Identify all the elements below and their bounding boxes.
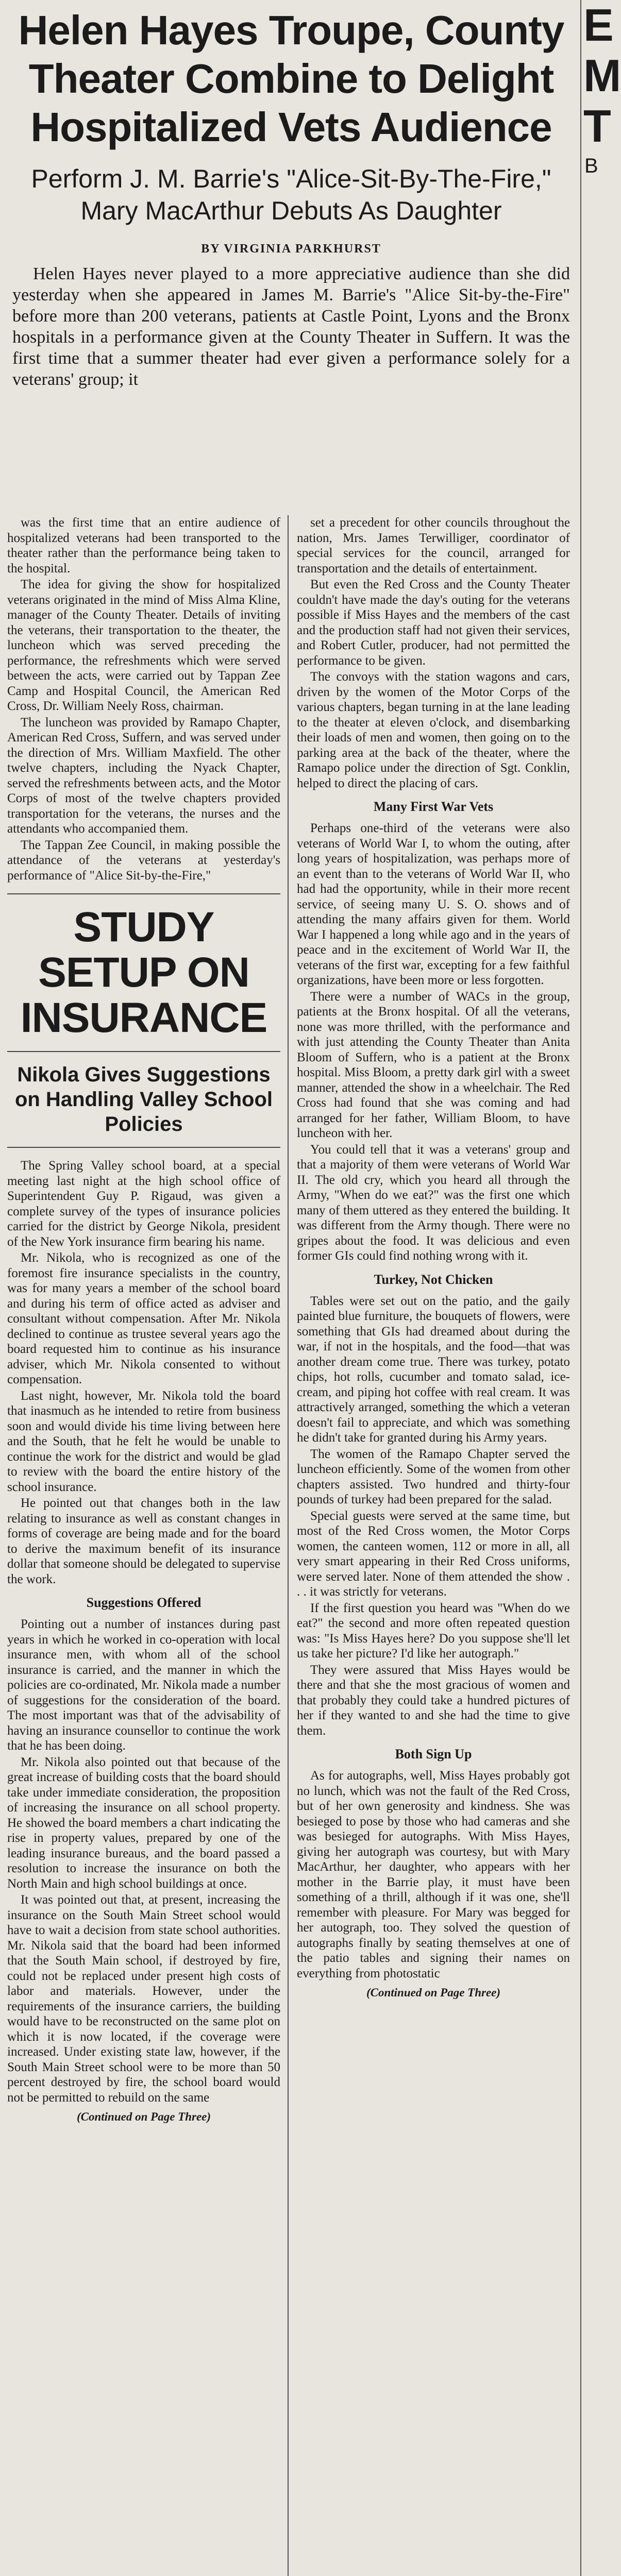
strip-letter: T: [583, 100, 611, 151]
adjacent-column-strip: [580, 0, 621, 2576]
lead-paragraph: Helen Hayes never played to a more appreciative audience than she did yesterday when she appeared in James M. Barrie's "Alice Sit-by-the-Fire" before more than 200 veterans, patients at Castle Point, Lyons and the Bronx hospitals in a performance given at the County Theater in Suffern. It was the first time that a summer theater had ever given a performance solely for a veterans' group; it: [12, 264, 570, 389]
strip-letter: M: [583, 50, 621, 101]
subhead-first-war-vets: Many First War Vets: [373, 799, 494, 814]
story-paragraph: The women of the Ramapo Chapter served the luncheon efficiently. Some of the women from other chapters assisted. Two hundred and thirty-four pounds of turkey had been prepared for the salad.: [297, 1447, 570, 1506]
story-paragraph: set a precedent for other councils throughout the nation, Mrs. James Terwilliger, coordinator of special services for the council, arranged for transportation and the details of entertainment.: [297, 516, 570, 575]
insurance-paragraph: He pointed out that changes both in the law relating to insurance as well as constant changes in forms of coverage are being made and for the board to derive the maximum benefit of its insurance dollar that someone should be delegated to supervise the work.: [7, 1496, 280, 1586]
insurance-paragraph: Pointing out a number of instances during past years in which he worked in co-operation with local insurance men, with whom all of the school insurance is carried, and the manner in which the policies are co-ordinated, Mr. Nikola made a number of suggestions for the consideration of the board. The most important was that of the advisability of having an insurance counsellor to continue the work that he has been doing.: [7, 1617, 280, 1753]
story-paragraph: The Tappan Zee Council, in making possible the attendance of the veterans at yesterday's performance of "Alice Sit-by-the-Fire,": [7, 838, 280, 883]
continued-notice: (Continued on Page Three): [76, 2110, 211, 2123]
main-story-header: [5, 0, 577, 390]
insurance-paragraph: Mr. Nikola also pointed out that because of the great increase of building costs that the board should take under immediate consideration, the proposition of increasing the insurance on all school property. He showed the board members a chart indicating the rise in property values, prepared by one of the leading insurance bureaus, and the board passed a resolution to increase the insurance on both the North Main and high school buildings at once.: [7, 1755, 280, 1891]
insurance-paragraph: Last night, however, Mr. Nikola told the board that inasmuch as he intended to retire from business soon and would divide his time living between here and the South, that he felt he would be unable to continue the work for the district and would be glad to review with the board the entire history of the school insurance.: [7, 1388, 280, 1494]
subhead-turkey: Turkey, Not Chicken: [374, 1272, 493, 1287]
story-paragraph: But even the Red Cross and the County Theater couldn't have made the day's outing for the veterans possible if Miss Hayes and the members of the cast and the production staff had not given their services, and Robert Cutler, producer, had not permitted the performance to be given.: [297, 578, 570, 668]
section-rule: [7, 1051, 280, 1052]
byline: BY VIRGINIA PARKHURST: [201, 242, 381, 256]
headline: Helen Hayes Troupe, County Theater Combine to Delight Hospitalized Vets Audience: [18, 7, 564, 150]
subhead-sign-up: Both Sign Up: [395, 1747, 472, 1761]
section-rule: [7, 1147, 280, 1148]
story-paragraph: As for autographs, well, Miss Hayes probably got no lunch, which was not the fault of the Red Cross, but of her own generosity and kindness. She was besieged to pose by those who had cameras and she was besieged for autographs. With Miss Hayes, giving her autograph was courtesy, but with Mary MacArthur, her daughter, who appears with her mother in the Barrie play, it must have been something of a thrill, although if it was one, she'll remember with pleasure. For Mary was begged for her autograph, too. They solved the question of autographs finally by seating themselves at one of the patio tables and signing their names on everything from photostatic: [297, 1769, 570, 1980]
story-paragraph: If the first question you heard was "When do we eat?" the second and more often repeated question was: "Is Miss Hayes here? Do you suppose she'll let us take her picture? I'd like her autograph.": [297, 1601, 570, 1660]
insurance-paragraph: It was pointed out that, at present, increasing the insurance on the South Main Street school would have to wait a decision from state school authorities. Mr. Nikola said that the board had been informed that the South Main school, if destroyed by fire, could not be replaced under present high costs of labor and materials. However, under the requirements of the insurance carriers, the building would have to be reconstructed on the same plot on which it is now located, if the coverage were increased. Under existing state law, however, if the South Main Street school were to be more than 50 percent destroyed by fire, the school board would not be permitted to rebuild on the same: [7, 1893, 280, 2105]
strip-letter: B: [584, 155, 598, 177]
left-column: [7, 515, 280, 2576]
story-paragraph: The idea for giving the show for hospitalized veterans originated in the mind of Miss Alma Kline, manager of the County Theater. Details of inviting the veterans, their transportation to the theater, the luncheon which was served preceding the performance, the refreshments which were served between the acts, were carried out by Tappan Zee Camp and Hospital Council, the American Red Cross, Dr. William Neely Ross, chairman.: [7, 578, 280, 713]
insurance-paragraph: The Spring Valley school board, at a special meeting last night at the high school office of Superintendent Guy P. Rigaud, was given a complete survey of the types of insurance policies carried for the district by George Nikola, president of the New York insurance firm bearing his name.: [7, 1159, 280, 1249]
column-divider: [288, 515, 289, 2576]
strip-letter: E: [583, 0, 614, 50]
story-paragraph: You could tell that it was a veterans' group and that a majority of them were veterans of World War II. The old cry, which you heard all through the Army, "When do we eat?" was the first one which many of them uttered as they entered the building. It was different from the Army though. There were no gripes about the food. It was delicious and even former GIs could find nothing wrong with it.: [297, 1142, 570, 1263]
right-column: [297, 515, 570, 2576]
insurance-paragraph: Mr. Nikola, who is recognized as one of the foremost fire insurance specialists in the country, was for many years a member of the school board and during his term of office acted as adviser and consultant without compensation. After Mr. Nikola declined to continue as trustee several years ago the board requested him to continue as his insurance adviser, which Mr. Nikola consented to without compensation.: [7, 1251, 280, 1386]
insurance-headline: STUDY SETUP ON INSURANCE: [20, 904, 267, 1041]
story-paragraph: The convoys with the station wagons and cars, driven by the women of the Motor Corps of the various chapters, began turning in at the lane leading to the theater at eleven o'clock, and disembarking their loads of men and women, then going on to the parking area at the back of the theater, where the Ramapo police under the direction of Sgt. Conklin, helped to direct the placing of cars.: [297, 670, 570, 790]
story-paragraph: There were a number of WACs in the group, patients at the Bronx hospital. Of all the veterans, none was more thrilled, with the performance and with just attending the County Theater than Anita Bloom of Suffern, who is a patient at the Bronx hospital. Miss Bloom, a pretty dark girl with a sweet manner, attended the show in a wheelchair. The Red Cross had found that she was coming and had arranged for her father, William Bloom, to have luncheon with her.: [297, 989, 570, 1140]
story-paragraph: Perhaps one-third of the veterans were also veterans of World War I, to whom the outing, after long years of hospitalization, was perhaps more of an event than to the veterans of World War II, who had had the opportunity, while in their more recent service, of seeing many U. S. O. shows and of attending the many affairs given for them. World War I happened a long while ago and in the years of peace and in the excitement of World War II, the veterans of the first war, excepting for a few faithful organizations, have been more or less forgotten.: [297, 821, 570, 987]
story-paragraph: was the first time that an entire audience of hospitalized veterans had been transported to the theater rather than the performance being taken to the hospital.: [7, 516, 280, 575]
insurance-deck: Nikola Gives Suggestions on Handling Valley School Policies: [14, 1063, 273, 1136]
subhead-suggestions: Suggestions Offered: [86, 1595, 202, 1610]
continued-notice: (Continued on Page Three): [366, 1986, 501, 1999]
story-paragraph: They were assured that Miss Hayes would be there and that she the most gracious of women and that probably they could take a hundred pictures of her if they wanted to and she had the time to give them.: [297, 1663, 570, 1738]
story-paragraph: The luncheon was provided by Ramapo Chapter, American Red Cross, Suffern, and was served under the direction of Mrs. William Maxfield. The other twelve chapters, including the Nyack Chapter, served the refreshments between acts, and the Motor Corps of most of the twelve chapters provided transportation for the veterans, the nurses and the attendants who accompanied them.: [7, 715, 280, 836]
section-rule: [7, 893, 280, 894]
story-paragraph: Tables were set out on the patio, and the gaily painted blue furniture, the bouquets of flowers, were something that GIs had dreamed about during the war, if not in the hospitals, and the food—that was another dream come true. There was turkey, potato chips, hot rolls, cucumber and tomato salad, ice-cream, and piping hot coffee with real cream. It was attractively arranged, something the which a veteran doesn't fail to appreciate, and which was something he didn't take for granted during his Army years.: [297, 1294, 570, 1445]
deck-headline: Perform J. M. Barrie's "Alice-Sit-By-The-Fire," Mary MacArthur Debuts As Daughter: [31, 164, 551, 225]
story-paragraph: Special guests were served at the same time, but most of the Red Cross women, the Motor Corps women, the canteen women, 112 or more in all, all very smart appearing in their Red Cross uniforms, were served later. None of them attended the show . . . it was strictly for veterans.: [297, 1509, 570, 1599]
article-columns: [5, 515, 577, 2576]
